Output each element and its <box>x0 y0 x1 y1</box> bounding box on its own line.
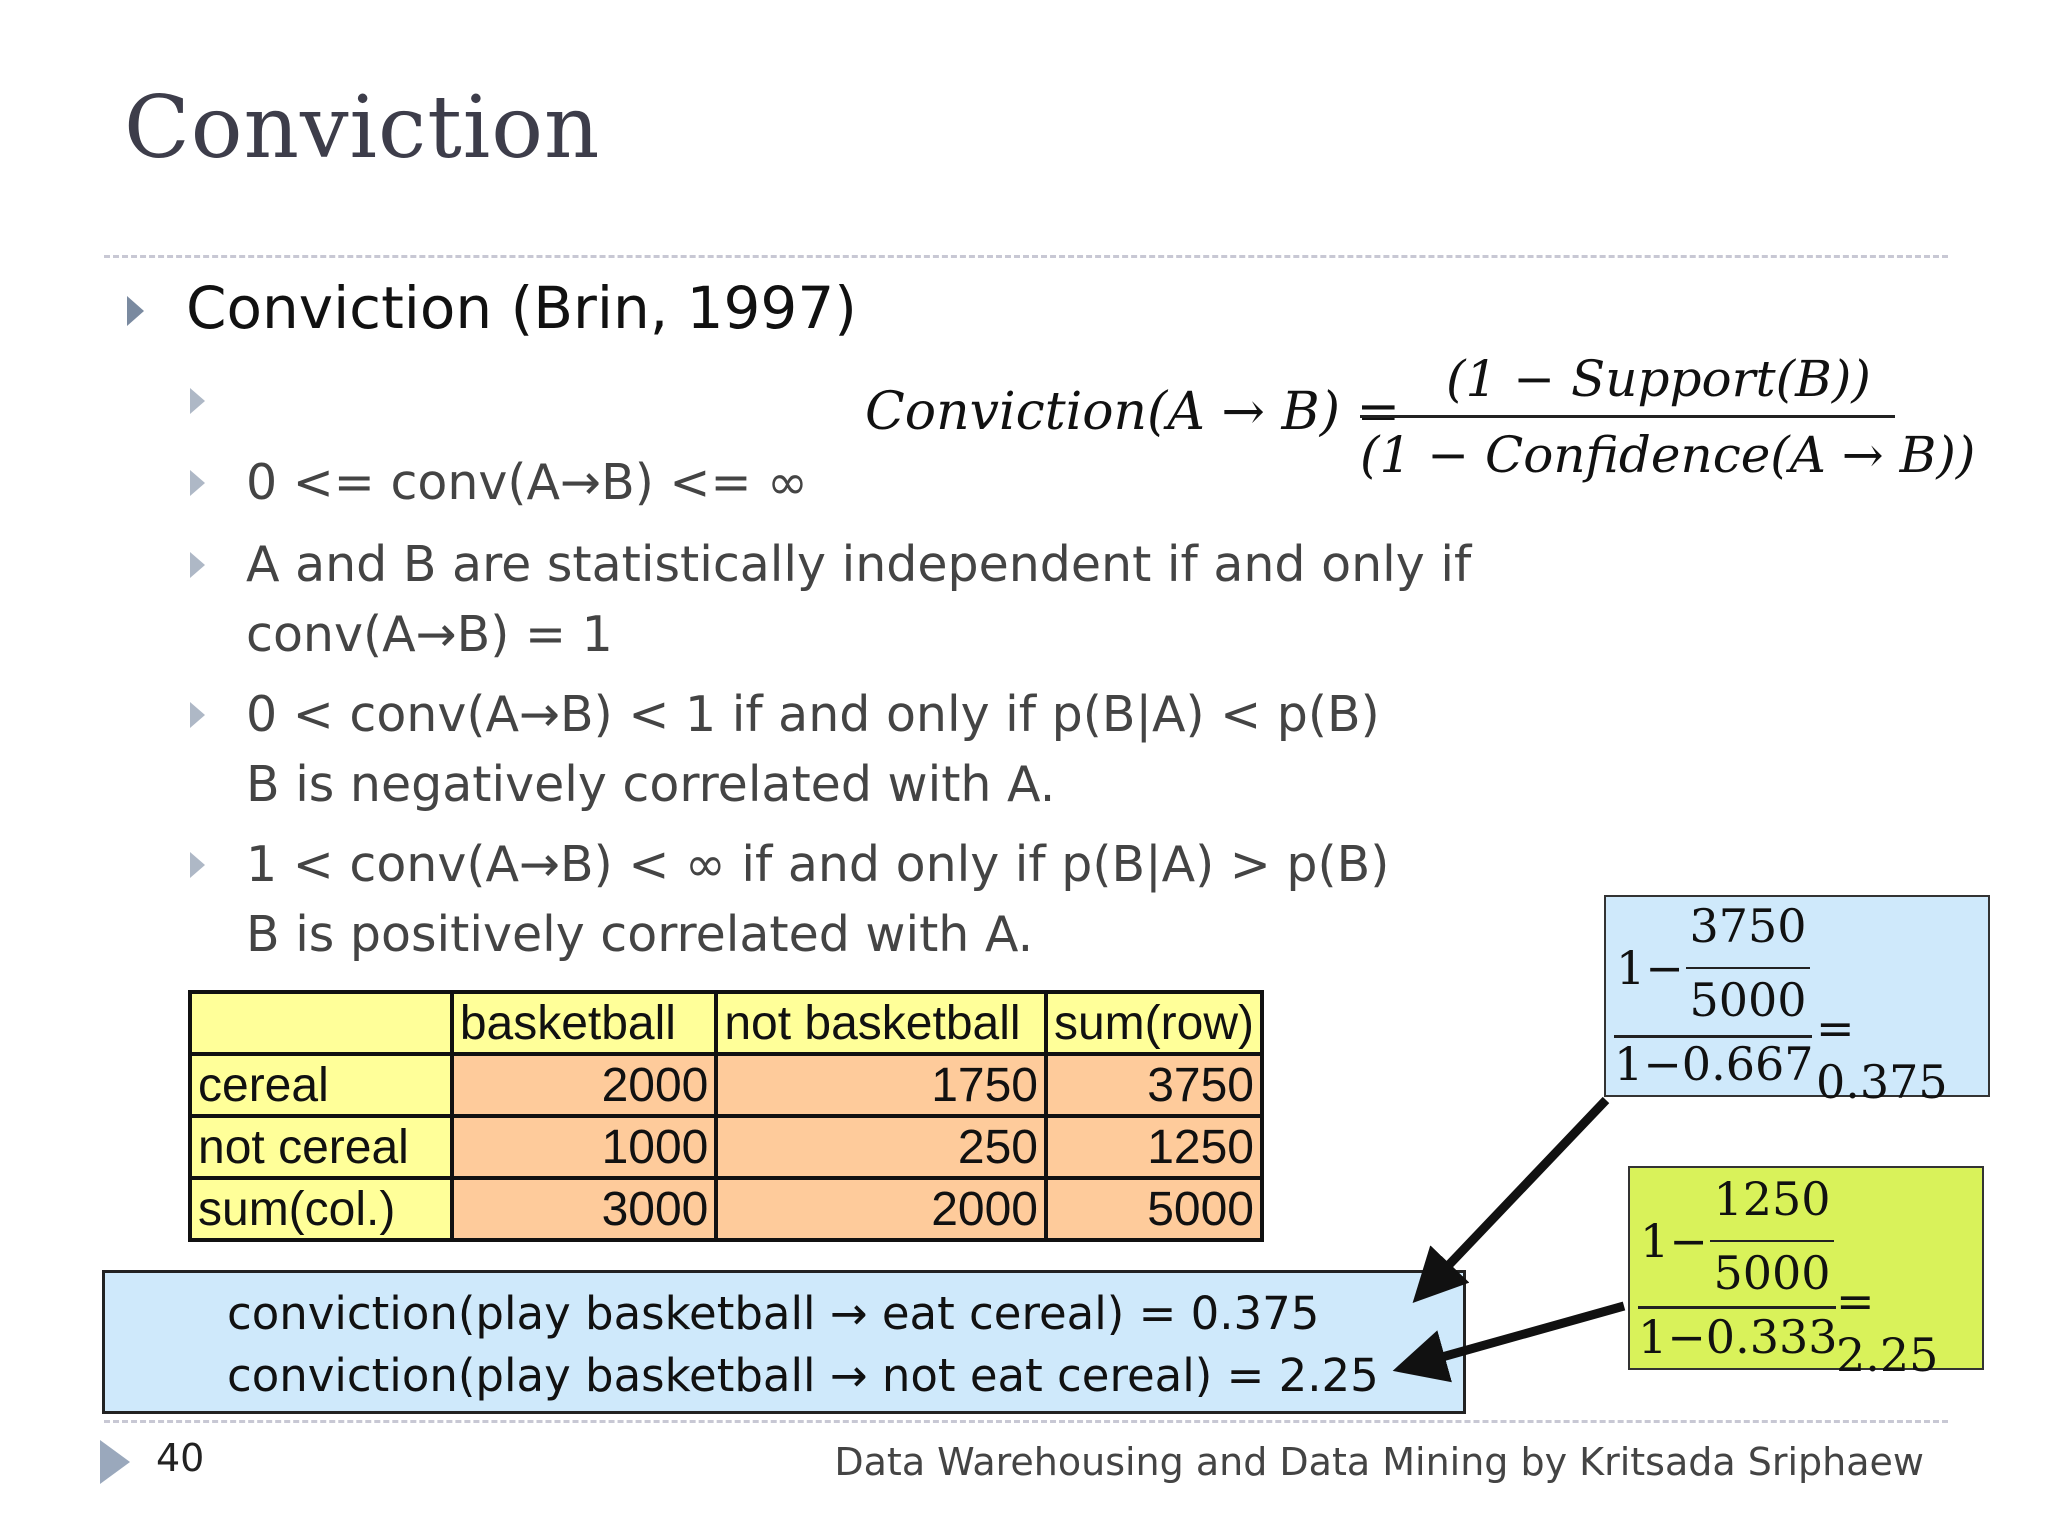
calc-denominator: 1−0.333 <box>1638 1310 1838 1364</box>
table-cell: 5000 <box>1046 1178 1262 1240</box>
main-bullet: Conviction (Brin, 1997) <box>186 274 857 342</box>
result-line-1: conviction(play basketball → eat cereal) = 0.375 <box>227 1287 1320 1340</box>
table-cell: 250 <box>716 1116 1046 1178</box>
calc-inner-numerator: 3750 <box>1689 899 1807 953</box>
calc-denominator: 1−0.667 <box>1614 1037 1814 1091</box>
calc-one-minus: 1− <box>1616 941 1684 995</box>
table-row-label: not cereal <box>190 1116 452 1178</box>
sub-bullet-negative: 0 < conv(A→B) < 1 if and only if p(B|A) < p(B) <box>246 686 1380 743</box>
table-row-label: sum(col.) <box>190 1178 452 1240</box>
calc-inner-numerator: 1250 <box>1713 1172 1831 1226</box>
calc-result: = 0.375 <box>1816 1001 1948 1109</box>
footer-divider <box>104 1420 1948 1423</box>
sub-bullet-independent: A and B are statistically independent if and only if <box>246 536 1472 593</box>
result-line-2: conviction(play basketball → not eat cereal) = 2.25 <box>227 1349 1379 1402</box>
formula-lhs: Conviction(A → B) = <box>865 382 1401 442</box>
table-header-cell: basketball <box>452 992 717 1054</box>
sub-bullet-positive-cont: B is positively correlated with A. <box>246 906 1034 963</box>
sub-bullet-positive: 1 < conv(A→B) < ∞ if and only if p(B|A) > p(B) <box>246 836 1390 893</box>
table-header-cell: not basketball <box>716 992 1046 1054</box>
table-row-label: cereal <box>190 1054 452 1116</box>
table-cell: 1250 <box>1046 1116 1262 1178</box>
sub-bullet-independent-cont: conv(A→B) = 1 <box>246 606 613 663</box>
table-cell: 3750 <box>1046 1054 1262 1116</box>
table-header-cell: sum(row) <box>1046 992 1262 1054</box>
page-number: 40 <box>156 1436 205 1480</box>
table-cell: 1000 <box>452 1116 717 1178</box>
footer-arrow-icon <box>100 1440 130 1484</box>
formula-denominator: (1 − Confidence(A → B)) <box>1360 426 1976 484</box>
page-title: Conviction <box>124 78 601 178</box>
calc-result: = 2.25 <box>1836 1274 1939 1382</box>
table-cell: 2000 <box>452 1054 717 1116</box>
arrow-blue-to-result <box>1425 1100 1606 1290</box>
arrow-green-to-result <box>1410 1306 1624 1366</box>
footer-text: Data Warehousing and Data Mining by Kritsada Sriphaew <box>834 1440 1924 1484</box>
table-cell: 2000 <box>716 1178 1046 1240</box>
table-cell: 3000 <box>452 1178 717 1240</box>
sub-bullet-range: 0 <= conv(A→B) <= ∞ <box>246 454 808 511</box>
calc-inner-denominator: 5000 <box>1689 973 1807 1027</box>
table-cell: 1750 <box>716 1054 1046 1116</box>
formula-numerator: (1 − Support(B)) <box>1446 350 1871 408</box>
sub-bullet-negative-cont: B is negatively correlated with A. <box>246 756 1056 813</box>
calc-inner-denominator: 5000 <box>1713 1246 1831 1300</box>
calc-one-minus: 1− <box>1640 1214 1708 1268</box>
